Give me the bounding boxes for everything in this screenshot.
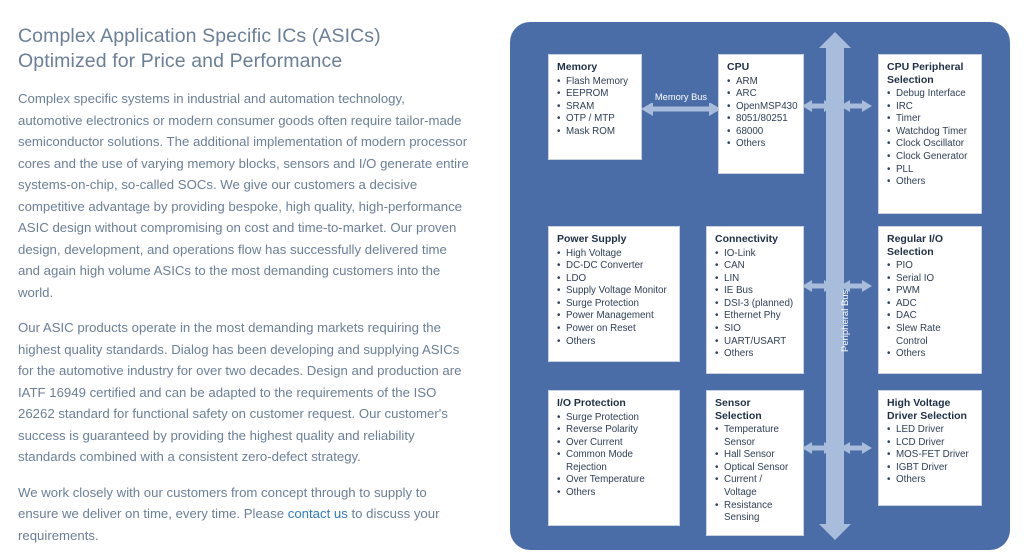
list-item: • Others [887,474,974,487]
memory-bus-arrow [641,102,721,116]
list-item: • SIO [715,323,796,336]
sensor-to-bus-arrow [802,442,834,454]
peripheral-bus-bottom-arrow [819,524,851,540]
list-item: • Slew Rate Control [887,323,974,348]
list-item: • DC-DC Converter [557,260,672,273]
block-sensor-selection-title: Sensor Selection [715,397,762,422]
list-item: • EEPROM [557,88,634,101]
list-item: • SRAM [557,101,634,114]
list-item: • Flash Memory [557,76,634,89]
list-item: • IO-Link [715,248,796,261]
list-item: • IRC [887,101,974,114]
list-item: • IGBT Driver [887,462,974,475]
list-item: • Timer [887,113,974,126]
list-item: • LCD Driver [887,437,974,450]
list-item: • Reverse Polarity [557,424,672,437]
list-item: • Ethernet Phy [715,310,796,323]
list-item: • ARM [727,76,796,89]
list-item: • ARC [727,88,796,101]
block-sensor-selection-list [715,424,796,525]
list-item: • PLL [887,164,974,177]
list-item: • Others [715,348,796,361]
list-item: • CAN [715,260,796,273]
block-regular-io-selection-list [887,260,974,361]
block-cpu-peripheral-selection-title: CPU Peripheral Selection [887,61,964,86]
bus-to-regular-io-arrow [840,280,872,292]
article-text-column [18,24,470,544]
list-item: • PIO [887,260,974,273]
list-item: • LED Driver [887,424,974,437]
list-item: • Serial IO [887,273,974,286]
block-memory-title: Memory [557,61,598,73]
list-item: • OTP / MTP [557,113,634,126]
closing-text-before-link: We work closely with our customers from concept through to supply to ensure we deliver on time, every time. Please [18,484,427,521]
list-item: • Clock Oscillator [887,138,974,151]
block-high-voltage-driver-selection[interactable] [878,390,982,506]
list-item: • Supply Voltage Monitor [557,285,672,298]
block-cpu[interactable] [718,54,804,174]
block-high-voltage-driver-selection-title: High Voltage Driver Selection [887,397,967,422]
list-item: • LDO [557,273,672,286]
list-item: • DSI-3 (planned) [715,298,796,311]
list-item: • Watchdog Timer [887,126,974,139]
list-item: • 68000 [727,126,796,139]
memory-bus-label: Memory Bus [641,92,721,103]
list-item: • Power on Reset [557,323,672,336]
list-item: • Common Mode Rejection [557,449,672,474]
list-item: • LIN [715,273,796,286]
peripheral-bus-label: Peripheral Bus [840,289,851,352]
block-power-supply-list [557,248,672,349]
block-io-protection-list [557,412,672,500]
list-item: • Resistance Sensing [715,500,796,525]
block-cpu-list [727,76,796,152]
block-connectivity-list [715,248,796,361]
peripheral-bus-top-arrow [819,32,851,48]
list-item: • Optical Sensor [715,462,796,475]
block-io-protection-title: I/O Protection [557,397,626,409]
connectivity-to-bus-arrow [802,280,834,292]
block-connectivity-title: Connectivity [715,233,779,245]
list-item: • Hall Sensor [715,449,796,462]
block-sensor-selection[interactable] [706,390,804,536]
list-item: • MOS-FET Driver [887,449,974,462]
block-cpu-title: CPU [727,61,750,73]
list-item: • 8051/80251 [727,113,796,126]
block-regular-io-selection-title: Regular I/O Selection [887,233,944,258]
cpu-to-bus-arrow [802,100,834,112]
contact-us-link[interactable]: contact us [287,506,348,521]
list-item: • Over Current [557,437,672,450]
list-item: • Surge Protection [557,298,672,311]
list-item: • PWM [887,285,974,298]
block-power-supply-title: Power Supply [557,233,627,245]
list-item: • Others [887,348,974,361]
list-item: • Others [887,176,974,189]
bus-to-hv-driver-arrow [840,442,872,454]
block-cpu-peripheral-selection-list [887,88,974,189]
list-item: • ADC [887,298,974,311]
block-memory-list [557,76,634,139]
list-item: • Debug Interface [887,88,974,101]
list-item: • Others [557,487,672,500]
block-power-supply[interactable] [548,226,680,362]
list-item: • Others [727,138,796,151]
list-item: • OpenMSP430 [727,101,796,114]
list-item: • High Voltage [557,248,672,261]
list-item: • IE Bus [715,285,796,298]
block-regular-io-selection[interactable] [878,226,982,374]
list-item: • Mask ROM [557,126,634,139]
paragraph-3 [18,482,470,547]
paragraph-2: Our ASIC products operate in the most demanding markets requiring the highest quality standards. Dialog has been developing and supplying ASICs for the automotive industry for over two decades. Design and production are IATF 16949 certified and can be adapted to the requirements of the ISO 26262 standard for functional safety on customer request. Our customer's success is guaranteed by providing the highest quality and reliability standards combined with a consistent zero-defect strategy. [18,320,462,464]
list-item: • DAC [887,310,974,323]
list-item: • Clock Generator [887,151,974,164]
paragraph-1: Complex specific systems in industrial and automation technology, automotive electronics or modern consumer goods often require tailor-made semiconductor solutions. The additional implementation of modern processor cores and the use of varying memory blocks, sensors and I/O generate entire systems-on-chip, so-called SOCs. We give our customers a decisive competitive advantage by providing bespoke, high quality, high-performance ASIC design without compromising on cost and time-to-market. Our proven design, development, and operations flow has successfully delivered time and again high volume ASICs to the most demanding customers into the world. [18,91,469,300]
block-memory[interactable] [548,54,642,160]
block-connectivity[interactable] [706,226,804,374]
list-item: • Temperature Sensor [715,424,796,449]
block-cpu-peripheral-selection[interactable] [878,54,982,214]
list-item: • Current / Voltage [715,474,796,499]
block-high-voltage-driver-selection-list [887,424,974,487]
bus-to-cpu-peripheral-arrow [840,100,872,112]
page-title: Complex Application Specific ICs (ASICs) Optimized for Price and Performance [18,25,381,72]
list-item: • Over Temperature [557,474,672,487]
list-item: • Others [557,336,672,349]
list-item: • UART/USART [715,336,796,349]
asic-block-diagram [510,22,1010,550]
list-item: • Surge Protection [557,412,672,425]
list-item: • Power Management [557,310,672,323]
block-io-protection[interactable] [548,390,680,526]
closing-text-after-link: to discuss your requirements. [18,506,440,543]
